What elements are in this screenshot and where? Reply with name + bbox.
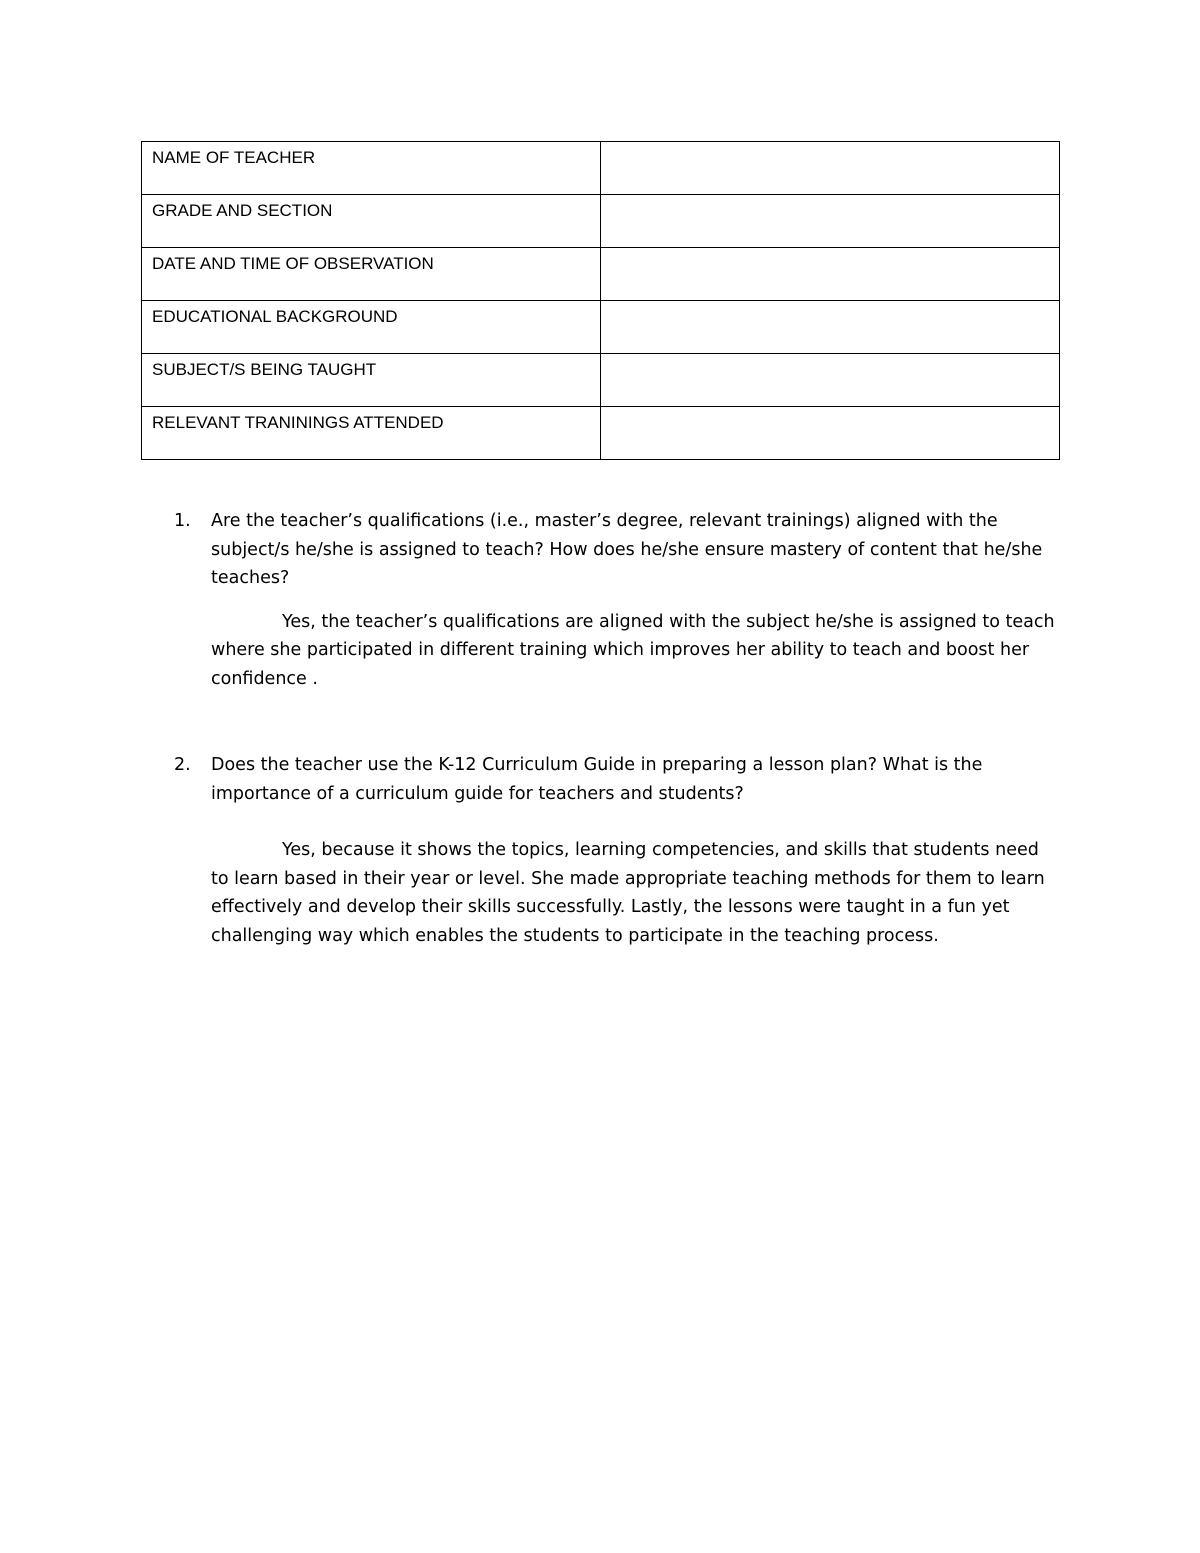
table-row xyxy=(142,354,1060,407)
answer-text: Yes, the teacher’s qualifications are aligned with the subject he/she is assigned to teach where she participated in different training which improves her ability to teach and boost her confidence . xyxy=(211,611,1055,689)
row-label: RELEVANT TRANININGS ATTENDED xyxy=(142,407,601,460)
question-text: Does the teacher use the K-12 Curriculum Guide in preparing a lesson plan? What is the importance of a curriculum guide for teachers and students? xyxy=(211,755,983,804)
row-value xyxy=(601,407,1060,460)
table-row xyxy=(142,195,1060,248)
answer-text: Yes, because it shows the topics, learning competencies, and skills that students need to learn based in their year or level. She made appropriate teaching methods for them to learn effectively and develop their skills successfully. Lastly, the lessons were taught in a fun yet challenging way which enables the students to participate in the teaching process. xyxy=(211,840,1045,946)
table-row xyxy=(142,407,1060,460)
row-label: NAME OF TEACHER xyxy=(142,142,601,195)
table-row xyxy=(142,142,1060,195)
row-value xyxy=(601,354,1060,407)
row-value xyxy=(601,142,1060,195)
question-number: 1. xyxy=(174,511,191,531)
table-row xyxy=(142,301,1060,354)
row-value xyxy=(601,301,1060,354)
table-row xyxy=(142,248,1060,301)
row-label: SUBJECT/S BEING TAUGHT xyxy=(142,354,601,407)
row-label: GRADE AND SECTION xyxy=(142,195,601,248)
question-list xyxy=(0,507,1200,950)
question-item xyxy=(174,507,1061,693)
row-value xyxy=(601,195,1060,248)
row-value xyxy=(601,248,1060,301)
question-text: Are the teacher’s qualifications (i.e., master’s degree, relevant trainings) aligned with the subject/s he/she is assigned to teach? How does he/she ensure mastery of content that he/she teaches? xyxy=(211,511,1043,588)
question-number: 2. xyxy=(174,755,191,775)
row-label: DATE AND TIME OF OBSERVATION xyxy=(142,248,601,301)
question-item xyxy=(174,751,1061,950)
row-label: EDUCATIONAL BACKGROUND xyxy=(142,301,601,354)
teacher-info-table xyxy=(141,141,1060,460)
